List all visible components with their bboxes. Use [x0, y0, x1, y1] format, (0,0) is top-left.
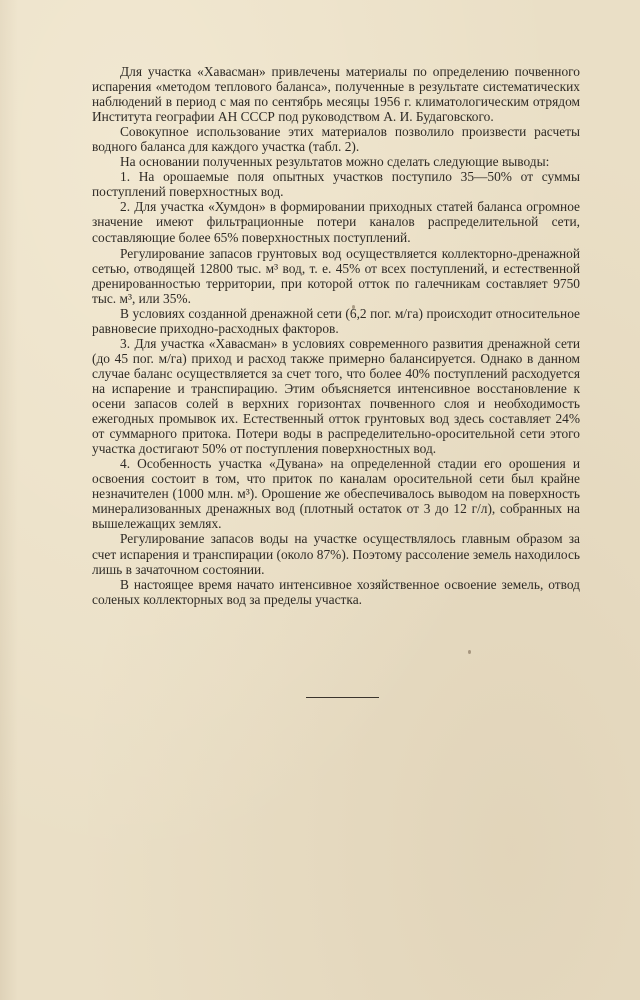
closing-rule [306, 697, 379, 698]
paragraph-conclusion-3: 3. Для участка «Хавасман» в условиях современного развития дренажной сети (до 45 пог. м/га) приход и расход также примерно балансируется. Однако в данном случае баланс осуществляется за счет того, что более 40% поступлений расходуется на испарение и транспирацию. Этим объясняется интенсивное восстановление к осени запасов солей в верхних горизонтах почвенного слоя и необходимость ежегодных промывок их. Естественный отток грунтовых вод здесь составляет 24% от суммарного притока. Потери воды в распределительно-оросительной сети этого участка достигают 50% от поступления поверхностных вод. [92, 335, 580, 457]
paragraph-drainage-equilibrium: В условиях созданной дренажной сети (6,2 пог. м/га) происходит относительное равновесие приходно-расходных факторов. [92, 305, 580, 336]
paragraph-khavasman-materials: Для участка «Хавасман» привлечены материалы по определению почвенного испарения «методом теплового баланса», полученные в результате систематических наблюдений в период с мая по сентябрь месяцы 1956 г. климатологическим отрядом Института географии АН СССР под руководством А. И. Будаговского. [92, 64, 580, 125]
paragraph-conclusion-2: 2. Для участка «Хумдон» в формировании приходных статей баланса огромное значение имеют фильтрационные потери каналов распределительной сети, составляющие более 65% поверхностных поступлений. [92, 199, 580, 245]
paragraph-groundwater-regulation: Регулирование запасов грунтовых вод осуществляется коллекторно-дренажной сетью, отводящей 12800 тыс. м³ вод, т. е. 45% от всех поступлений, и естественной дренированностью территории, при которой отток по галечникам составляет 9750 тыс. м³, или 35%. [92, 245, 580, 306]
print-speck [468, 650, 471, 654]
paragraph-conclusion-1: 1. На орошаемые поля опытных участков поступило 35—50% от суммы поступлений поверхностных вод. [92, 169, 580, 200]
paragraph-water-regulation-duvana: Регулирование запасов воды на участке осуществлялось главным образом за счет испарения и транспирации (около 87%). Поэтому рассоление земель находилось лишь в зачаточном состоянии. [92, 531, 580, 577]
print-speck [352, 305, 355, 309]
body-text [92, 64, 580, 607]
paragraph-conclusions-intro: На основании полученных результатов можно сделать следующие выводы: [120, 154, 550, 170]
paragraph-current-development: В настоящее время начато интенсивное хозяйственное освоение земель, отвод соленых коллекторных вод за пределы участка. [92, 576, 580, 607]
print-speck [241, 219, 244, 223]
paragraph-water-balance: Совокупное использование этих материалов позволило произвести расчеты водного баланса для каждого участка (табл. 2). [92, 124, 580, 155]
paragraph-conclusion-4: 4. Особенность участка «Дувана» на определенной стадии его орошения и освоения состоит в том, что приток по каналам оросительной сети был крайне незначителен (1000 млн. м³). Орошение же обеспечивалось выводом на поверхность минерализованных дренажных вод (плотный остаток от 3 до 12 г/л), собранных на вышележащих землях. [92, 456, 580, 532]
